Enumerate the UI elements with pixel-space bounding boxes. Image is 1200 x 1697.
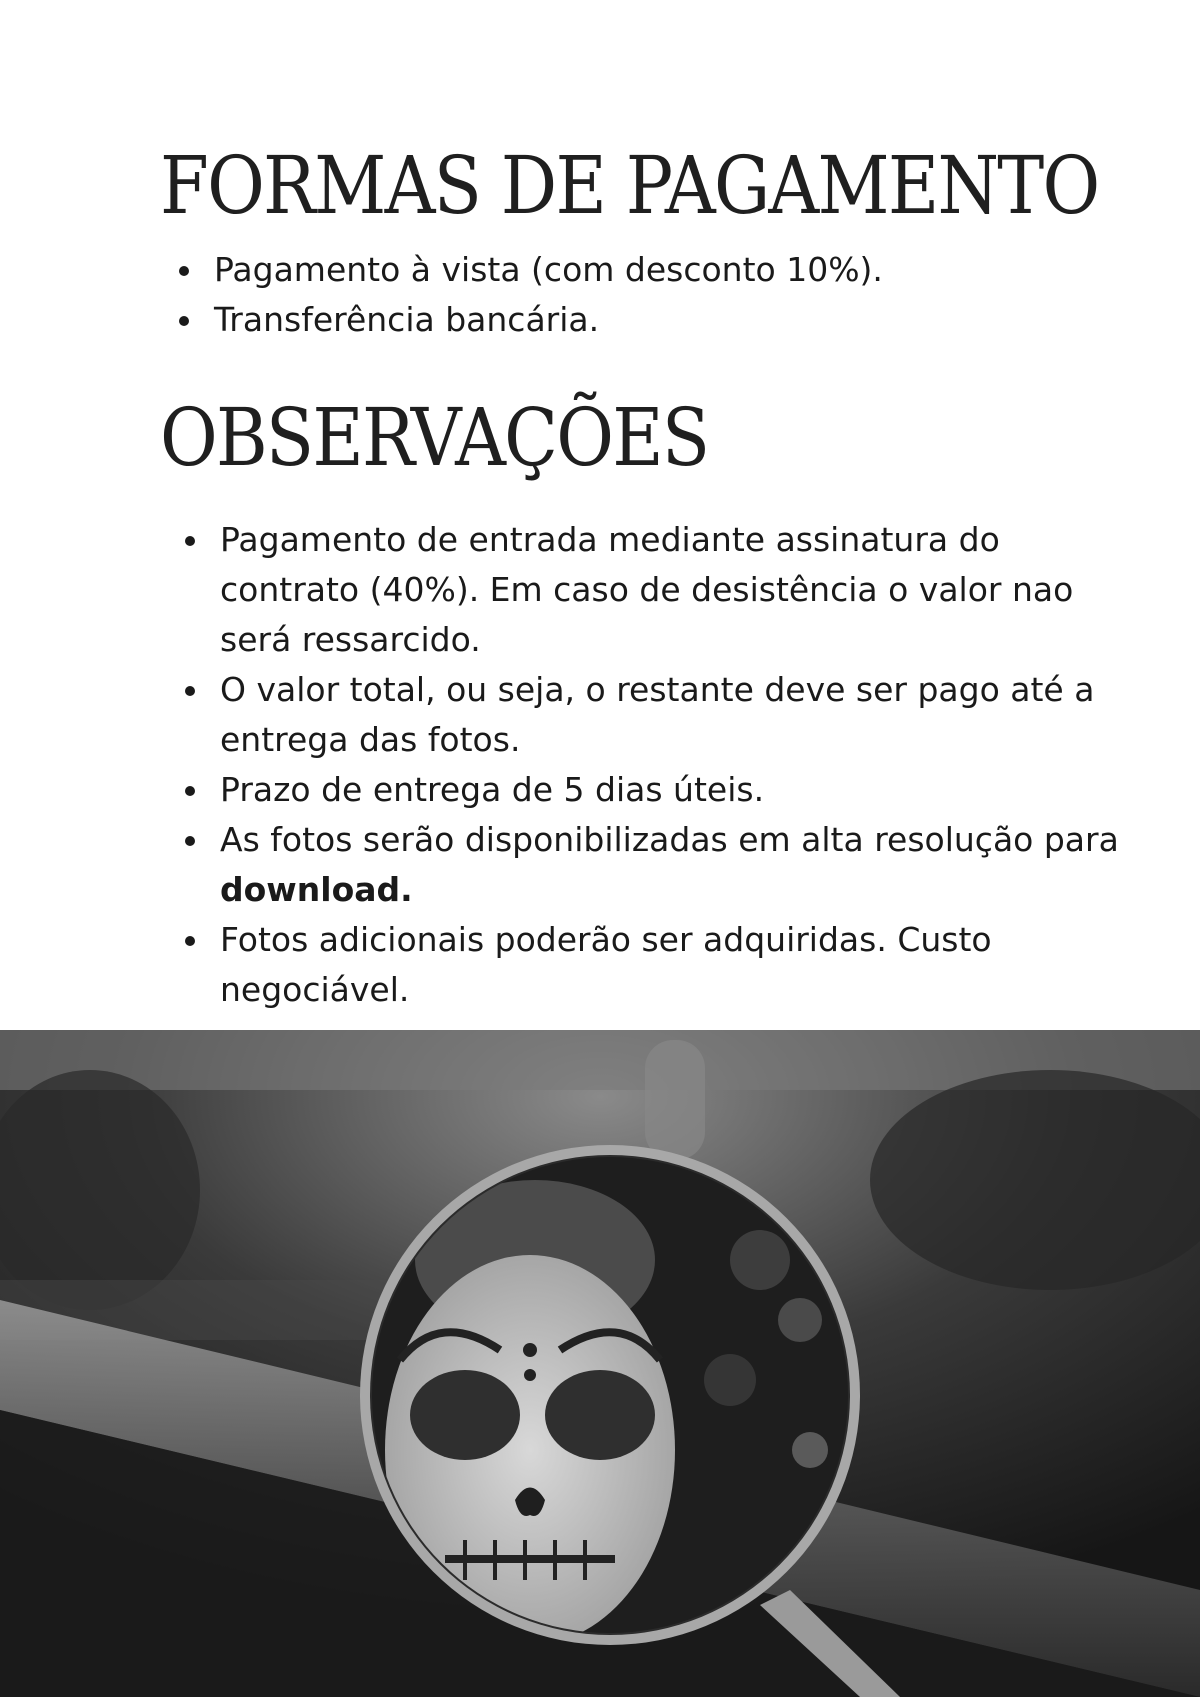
note-text: O valor total, ou seja, o restante deve ser pago até a entrega das fotos. bbox=[220, 670, 1095, 759]
list-item: Pagamento à vista (com desconto 10%). bbox=[214, 245, 1114, 295]
payment-methods-list bbox=[214, 245, 1114, 345]
list-item bbox=[220, 815, 1120, 915]
note-text: Prazo de entrega de 5 dias úteis. bbox=[220, 770, 765, 809]
mirror-photo bbox=[0, 1030, 1200, 1697]
list-item bbox=[220, 765, 1120, 815]
notes-list bbox=[220, 515, 1120, 1015]
list-item bbox=[220, 665, 1120, 765]
list-item bbox=[220, 515, 1120, 665]
note-text: As fotos serão disponibilizadas em alta resolução para bbox=[220, 820, 1119, 859]
note-text: Fotos adicionais poderão ser adquiridas. Custo negociável. bbox=[220, 920, 992, 1009]
notes-heading: OBSERVAÇÕES bbox=[160, 391, 709, 484]
skull-makeup-mirror-image bbox=[0, 1030, 1200, 1697]
list-item: Transferência bancária. bbox=[214, 295, 1114, 345]
payment-methods-heading: FORMAS DE PAGAMENTO bbox=[160, 139, 1099, 232]
note-text: Pagamento de entrada mediante assinatura do contrato (40%). Em caso de desistência o valor nao será ressarcido. bbox=[220, 520, 1074, 659]
list-item bbox=[220, 915, 1120, 1015]
note-bold-text: download. bbox=[220, 870, 413, 909]
